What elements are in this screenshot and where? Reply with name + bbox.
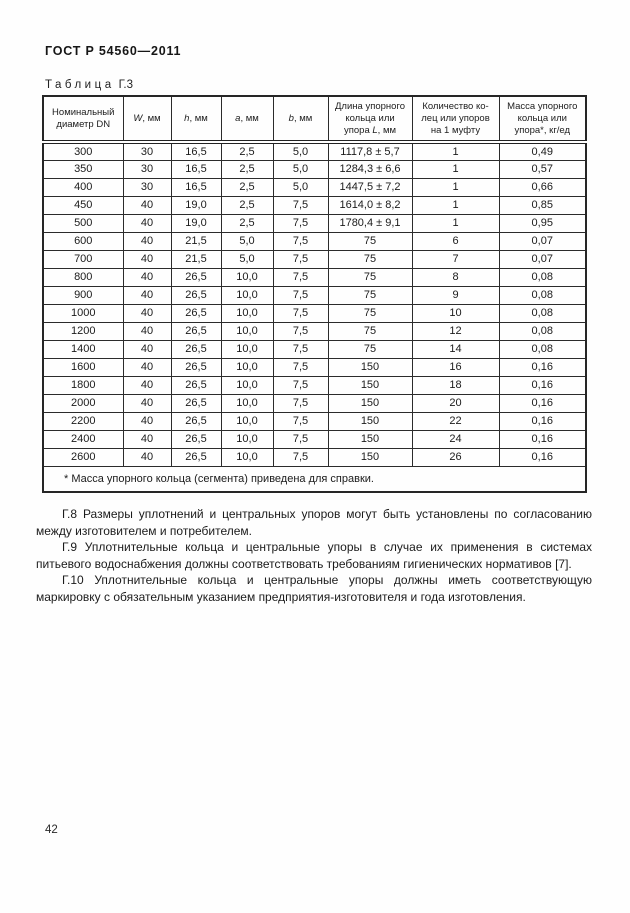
column-header: Масса упорного кольца или упора*, кг/ед — [499, 96, 586, 142]
table-cell: 10,0 — [221, 448, 273, 466]
table-cell: 26,5 — [171, 304, 221, 322]
table-cell: 40 — [123, 340, 171, 358]
table-cell: 2,5 — [221, 196, 273, 214]
table-cell: 1000 — [43, 304, 123, 322]
table-cell: 40 — [123, 304, 171, 322]
table-cell: 26,5 — [171, 322, 221, 340]
table-cell: 400 — [43, 178, 123, 196]
table-cell: 10 — [412, 304, 499, 322]
table-cell: 7,5 — [273, 304, 328, 322]
table-cell: 7,5 — [273, 394, 328, 412]
table-cell: 26 — [412, 448, 499, 466]
table-row — [43, 178, 586, 196]
table-cell: 0,16 — [499, 394, 586, 412]
table-cell: 0,66 — [499, 178, 586, 196]
table-cell: 1 — [412, 214, 499, 232]
table-cell: 16,5 — [171, 178, 221, 196]
table-row — [43, 376, 586, 394]
table-cell: 700 — [43, 250, 123, 268]
table-cell: 40 — [123, 430, 171, 448]
table-cell: 0,16 — [499, 448, 586, 466]
document-title: ГОСТ Р 54560—2011 — [45, 44, 182, 58]
table-cell: 7,5 — [273, 448, 328, 466]
table-cell: 5,0 — [221, 250, 273, 268]
table-cell: 1 — [412, 160, 499, 178]
table-cell: 1200 — [43, 322, 123, 340]
table-cell: 26,5 — [171, 286, 221, 304]
table-cell: 16,5 — [171, 160, 221, 178]
table-cell: 1614,0 ± 8,2 — [328, 196, 412, 214]
paragraph: Г.8 Размеры уплотнений и центральных упоров могут быть установлены по согласованию между изготовителем и потребителем. — [36, 507, 592, 538]
table-footnote: * Масса упорного кольца (сегмента) приведена для справки. — [43, 466, 586, 492]
table-cell: 10,0 — [221, 430, 273, 448]
table-cell: 1400 — [43, 340, 123, 358]
table-row — [43, 286, 586, 304]
column-header: W, мм — [123, 96, 171, 142]
table-cell: 40 — [123, 448, 171, 466]
table-cell: 40 — [123, 268, 171, 286]
table-cell: 0,08 — [499, 304, 586, 322]
table-cell: 75 — [328, 250, 412, 268]
table-cell: 7 — [412, 250, 499, 268]
table-cell: 600 — [43, 232, 123, 250]
table-cell: 14 — [412, 340, 499, 358]
table-cell: 12 — [412, 322, 499, 340]
table-cell: 1 — [412, 196, 499, 214]
table-caption — [45, 79, 133, 91]
table-cell: 0,16 — [499, 376, 586, 394]
column-header: Номинальный диаметр DN — [43, 96, 123, 142]
table-cell: 150 — [328, 412, 412, 430]
table-cell: 800 — [43, 268, 123, 286]
column-header: Длина упорного кольца или упора L, мм — [328, 96, 412, 142]
table-cell: 2600 — [43, 448, 123, 466]
table-caption-number: Г.3 — [118, 79, 134, 91]
table-cell: 500 — [43, 214, 123, 232]
table-cell: 40 — [123, 214, 171, 232]
table-cell: 0,85 — [499, 196, 586, 214]
table-cell: 350 — [43, 160, 123, 178]
table-cell: 10,0 — [221, 340, 273, 358]
table-footnote-row — [43, 466, 586, 492]
table-cell: 40 — [123, 286, 171, 304]
table-cell: 1117,8 ± 5,7 — [328, 142, 412, 160]
table-cell: 1780,4 ± 9,1 — [328, 214, 412, 232]
table-cell: 0,08 — [499, 340, 586, 358]
table-cell: 10,0 — [221, 286, 273, 304]
table-cell: 0,16 — [499, 412, 586, 430]
table-cell: 10,0 — [221, 358, 273, 376]
table-cell: 1600 — [43, 358, 123, 376]
table-cell: 22 — [412, 412, 499, 430]
table-cell: 7,5 — [273, 430, 328, 448]
table-row — [43, 160, 586, 178]
table-cell: 150 — [328, 394, 412, 412]
table-cell: 0,07 — [499, 250, 586, 268]
table-cell: 40 — [123, 394, 171, 412]
table-cell: 5,0 — [273, 160, 328, 178]
paragraph: Г.10 Уплотнительные кольца и центральные упоры должны иметь соответствующую маркировку с обязательным указанием предприятия-изготовителя и года изготовления. — [36, 573, 592, 604]
table-cell: 26,5 — [171, 340, 221, 358]
table-cell: 21,5 — [171, 232, 221, 250]
table-cell: 16,5 — [171, 142, 221, 160]
table-cell: 1 — [412, 142, 499, 160]
table-cell: 7,5 — [273, 376, 328, 394]
table-cell: 75 — [328, 322, 412, 340]
paragraph: Г.9 Уплотнительные кольца и центральные упоры в случае их применения в системах питьевого водоснабжения должны соответствовать требованиям гигиенических нормативов [7]. — [36, 540, 592, 571]
page-number: 42 — [45, 824, 58, 836]
column-header: a, мм — [221, 96, 273, 142]
table-cell: 10,0 — [221, 268, 273, 286]
table-cell: 300 — [43, 142, 123, 160]
table-cell: 8 — [412, 268, 499, 286]
table-row — [43, 358, 586, 376]
table-cell: 75 — [328, 340, 412, 358]
table-cell: 75 — [328, 232, 412, 250]
table-cell: 40 — [123, 358, 171, 376]
table-cell: 5,0 — [273, 142, 328, 160]
table-row — [43, 196, 586, 214]
table-cell: 20 — [412, 394, 499, 412]
table-row — [43, 394, 586, 412]
table-row — [43, 268, 586, 286]
table-cell: 26,5 — [171, 412, 221, 430]
table-cell: 1 — [412, 178, 499, 196]
table-cell: 0,08 — [499, 286, 586, 304]
table-cell: 900 — [43, 286, 123, 304]
table-cell: 450 — [43, 196, 123, 214]
table-row — [43, 322, 586, 340]
table-cell: 1800 — [43, 376, 123, 394]
table-row — [43, 340, 586, 358]
table-cell: 10,0 — [221, 304, 273, 322]
table-cell: 40 — [123, 232, 171, 250]
table-cell: 1447,5 ± 7,2 — [328, 178, 412, 196]
table-cell: 5,0 — [273, 178, 328, 196]
table-cell: 0,95 — [499, 214, 586, 232]
table-cell: 9 — [412, 286, 499, 304]
table-cell: 40 — [123, 412, 171, 430]
table-cell: 150 — [328, 358, 412, 376]
table-cell: 7,5 — [273, 340, 328, 358]
table-cell: 7,5 — [273, 214, 328, 232]
table-cell: 26,5 — [171, 358, 221, 376]
table-cell: 10,0 — [221, 322, 273, 340]
table-cell: 16 — [412, 358, 499, 376]
table-cell: 7,5 — [273, 196, 328, 214]
table-cell: 2,5 — [221, 160, 273, 178]
table-cell: 7,5 — [273, 358, 328, 376]
table-cell: 30 — [123, 160, 171, 178]
table-cell: 0,07 — [499, 232, 586, 250]
table-cell: 7,5 — [273, 412, 328, 430]
table-header-row — [43, 96, 586, 142]
table-cell: 5,0 — [221, 232, 273, 250]
table-cell: 26,5 — [171, 448, 221, 466]
table-cell: 26,5 — [171, 394, 221, 412]
table-cell: 75 — [328, 304, 412, 322]
table-cell: 2200 — [43, 412, 123, 430]
table-row — [43, 142, 586, 160]
table-cell: 0,16 — [499, 430, 586, 448]
table-cell: 2,5 — [221, 142, 273, 160]
table-row — [43, 304, 586, 322]
table-cell: 19,0 — [171, 196, 221, 214]
table-cell: 19,0 — [171, 214, 221, 232]
table-cell: 7,5 — [273, 322, 328, 340]
table-cell: 7,5 — [273, 286, 328, 304]
table-cell: 150 — [328, 430, 412, 448]
table-row — [43, 430, 586, 448]
table-cell: 2,5 — [221, 214, 273, 232]
table-cell: 40 — [123, 322, 171, 340]
table-cell: 24 — [412, 430, 499, 448]
table-row — [43, 412, 586, 430]
column-header: h, мм — [171, 96, 221, 142]
table-cell: 7,5 — [273, 268, 328, 286]
table-cell: 7,5 — [273, 250, 328, 268]
table-cell: 150 — [328, 376, 412, 394]
table-cell: 40 — [123, 196, 171, 214]
table-cell: 21,5 — [171, 250, 221, 268]
table-body — [43, 142, 586, 466]
table-cell: 40 — [123, 376, 171, 394]
table-row — [43, 448, 586, 466]
table-cell: 1284,3 ± 6,6 — [328, 160, 412, 178]
table-cell: 0,16 — [499, 358, 586, 376]
table-g3 — [42, 95, 587, 493]
table-cell: 10,0 — [221, 376, 273, 394]
table-cell: 150 — [328, 448, 412, 466]
table-caption-word: Таблица — [45, 79, 115, 91]
column-header: b, мм — [273, 96, 328, 142]
table-row — [43, 232, 586, 250]
table-cell: 0,57 — [499, 160, 586, 178]
table-cell: 26,5 — [171, 376, 221, 394]
table-cell: 26,5 — [171, 268, 221, 286]
table-cell: 30 — [123, 178, 171, 196]
table-cell: 0,08 — [499, 268, 586, 286]
table-cell: 2000 — [43, 394, 123, 412]
table-cell: 18 — [412, 376, 499, 394]
table-row — [43, 250, 586, 268]
table-cell: 75 — [328, 268, 412, 286]
column-header: Количество ко- лец или упоров на 1 муфту — [412, 96, 499, 142]
table-header — [43, 96, 586, 142]
table-cell: 6 — [412, 232, 499, 250]
table-cell: 0,08 — [499, 322, 586, 340]
table-cell: 40 — [123, 250, 171, 268]
table-cell: 10,0 — [221, 412, 273, 430]
body-text — [36, 506, 592, 605]
table-cell: 75 — [328, 286, 412, 304]
table-cell: 2,5 — [221, 178, 273, 196]
table-cell: 0,49 — [499, 142, 586, 160]
table-row — [43, 214, 586, 232]
table-cell: 10,0 — [221, 394, 273, 412]
table-cell: 7,5 — [273, 232, 328, 250]
table-cell: 30 — [123, 142, 171, 160]
table-cell: 2400 — [43, 430, 123, 448]
table-cell: 26,5 — [171, 430, 221, 448]
